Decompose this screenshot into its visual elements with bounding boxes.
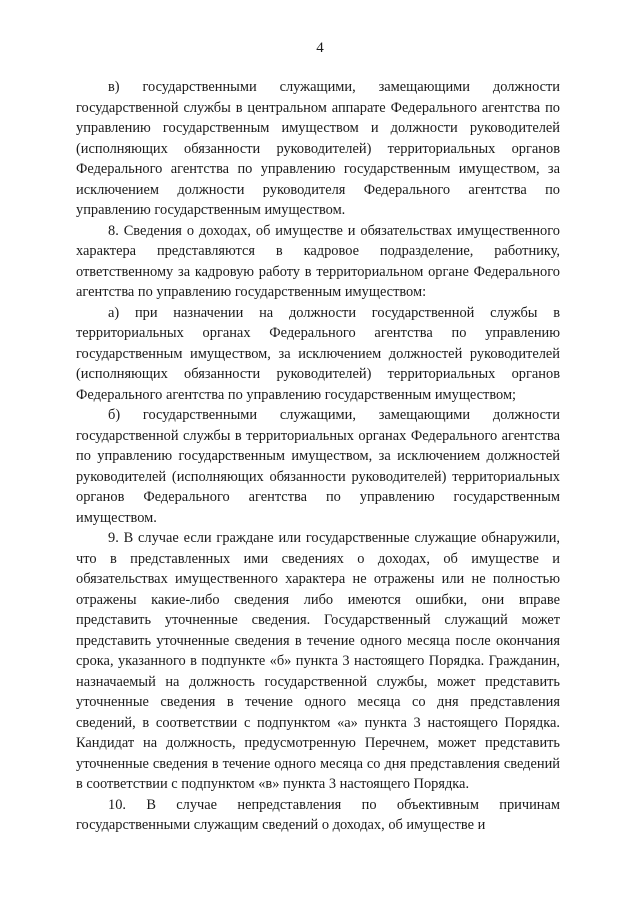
- paragraph-9: 9. В случае если граждане или государственные служащие обнаружили, что в представленных ими сведениях о доходах, об имуществе и обязательствах имущественного характера не отражены или не полностью отражены какие-либо сведения либо имеются ошибки, они вправе представить уточненные сведения. Государственный служащий может представить уточненные сведения в течение одного месяца после окончания срока, указанного в подпункте «б» пункта 3 настоящего Порядка. Гражданин, назначаемый на должность государственной службы, может представить уточненные сведения в течение одного месяца со дня представления сведений, в соответствии с подпунктом «а» пункта 3 настоящего Порядка. Кандидат на должность, предусмотренную Перечнем, может представить уточненные сведения в течение одного месяца со дня представления сведений в соответствии с подпунктом «в» пункта 3 настоящего Порядка.: [76, 530, 560, 792]
- paragraph-subitem-b: б) государственными служащими, замещающими должности государственной службы в территориальных органах Федерального агентства по управлению государственным имуществом, за исключением должностей руководителей (исполняющих обязанности руководителей) территориальных органов Федерального агентства по управлению государственным имуществом.: [76, 407, 560, 526]
- paragraph-8: 8. Сведения о доходах, об имуществе и обязательствах имущественного характера представляются в кадровое подразделение, работнику, ответственному за кадровую работу в территориальном органе Федерального агентства по управлению государственным имуществом:: [76, 222, 560, 300]
- paragraph-10: 10. В случае непредставления по объективным причинам государственными служащим сведений о доходах, об имуществе и: [76, 796, 560, 833]
- paragraph-subitem-a: а) при назначении на должности государственной службы в территориальных органах Федерального агентства по управлению государственным имуществом, за исключением должностей руководителей (исполняющих обязанности руководителей) территориальных органов Федерального агентства по управлению государственным имуществом;: [76, 304, 560, 403]
- document-body: [76, 77, 560, 836]
- paragraph-subitem-v: в) государственными служащими, замещающими должности государственной службы в центральном аппарате Федерального агентства по управлению государственным имуществом и должности руководителей (исполняющих обязанности руководителей) территориальных органов Федерального агентства по управлению государственным имуществом, за исключением должности руководителя Федерального агентства по управлению государственным имуществом.: [76, 79, 560, 218]
- page-number: 4: [316, 40, 324, 56]
